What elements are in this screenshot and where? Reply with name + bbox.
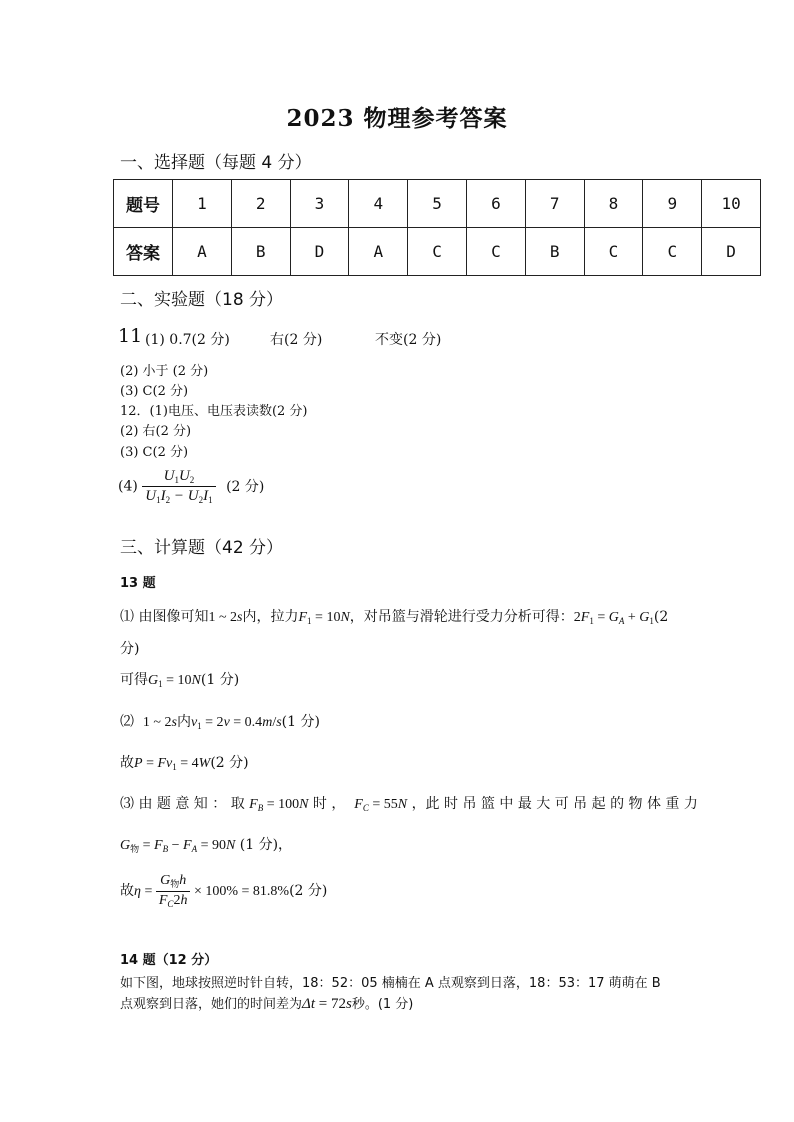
q11-part1-c: 不变(2 分)	[375, 332, 442, 348]
section2-heading: 二、实验题（18 分）	[120, 290, 284, 310]
answer-cell: C	[408, 228, 467, 276]
q11-part1: (1) 0.7(2 分)	[145, 332, 230, 348]
answer-cell: A	[173, 228, 232, 276]
row-label-number: 题号	[114, 180, 173, 228]
q12-part4	[118, 468, 264, 505]
q12-part2: (2) 右(2 分)	[120, 424, 192, 439]
question-number: 1	[173, 180, 232, 228]
question-number: 10	[702, 180, 761, 228]
q12-part4-label: (4)	[118, 478, 138, 495]
answer-cell: C	[584, 228, 643, 276]
answer-cell: A	[349, 228, 408, 276]
q14-line2: 点观察到日落，她们的时间差为Δt = 72s秒。(1 分)	[120, 996, 414, 1012]
answer-cell: D	[290, 228, 349, 276]
q14-line1: 如下图，地球按照逆时针自转，18：52：05 楠楠在 A 点观察到日落，18：53：17 萌萌在 B	[120, 976, 661, 991]
answer-row	[114, 228, 761, 276]
answer-cell: C	[643, 228, 702, 276]
question-number: 9	[643, 180, 702, 228]
q12-part1: 12．(1)电压、电压表读数(2 分)	[120, 404, 308, 419]
answer-cell: D	[702, 228, 761, 276]
q11-part2: (2) 小于 (2 分)	[120, 364, 209, 379]
row-label-answer: 答案	[114, 228, 173, 276]
question-number: 7	[525, 180, 584, 228]
q13-power: 故$P = Fv_1 = 4W(2$ 分)	[120, 755, 249, 772]
section1-heading: 一、选择题（每题 4 分）	[120, 153, 312, 173]
q12-part4-score: (2 分)	[226, 478, 265, 495]
answer-cell: C	[466, 228, 525, 276]
question-number: 3	[290, 180, 349, 228]
answer-cell: B	[525, 228, 584, 276]
q11-part3: (3) C(2 分)	[120, 384, 189, 399]
q11-number: 11	[118, 325, 143, 347]
q13-title: 13 题	[120, 576, 156, 591]
question-number: 4	[349, 180, 408, 228]
q14-title: 14 题（12 分）	[120, 953, 218, 968]
q13-step2: ⑵ 1 ~ 2s内$v_1 = 2v = 0.4m/s(1$ 分)	[120, 714, 320, 731]
q12-formula: $\frac{U_1U_2}{U_1I_2 - U_2I_1}$	[142, 468, 215, 505]
q13-step1-result: 可得$G_1 = 10N(1$ 分)	[120, 672, 240, 689]
question-number: 2	[231, 180, 290, 228]
q13-step3: ⑶ 由 题 意 知 ： 取 $F_B = 100N$ 时 ， $F_C = 55N$ ，此 时 吊 篮 中 最 大 可 吊 起 的 物 体 重 力	[120, 796, 698, 813]
question-number-row	[114, 180, 761, 228]
section3-heading: 三、计算题（42 分）	[120, 538, 284, 558]
q12-part3: (3) C(2 分)	[120, 445, 189, 460]
answer-cell: B	[231, 228, 290, 276]
question-number: 8	[584, 180, 643, 228]
q13-step1: ⑴ 由图像可知1 ~ 2s内，拉力$F_1 = 10N$，对吊篮与滑轮进行受力分析可得：$2F_1 = G_A + G_1(2$	[120, 609, 669, 626]
question-number: 5	[408, 180, 467, 228]
q13-efficiency: 故η = $\frac{G_物h}{F_C2h}$ × 100% = 81.8%(2 分)	[120, 873, 328, 909]
question-number: 6	[466, 180, 525, 228]
q13-weight: $G_物 = F_B - F_A = 90N$ (1 分)，	[120, 837, 293, 855]
q11-part1-b: 右(2 分)	[270, 332, 323, 348]
page-title: 2023 物理参考答案	[286, 105, 508, 132]
q13-step1-cont: 分)	[120, 641, 140, 657]
answer-table	[113, 179, 761, 276]
